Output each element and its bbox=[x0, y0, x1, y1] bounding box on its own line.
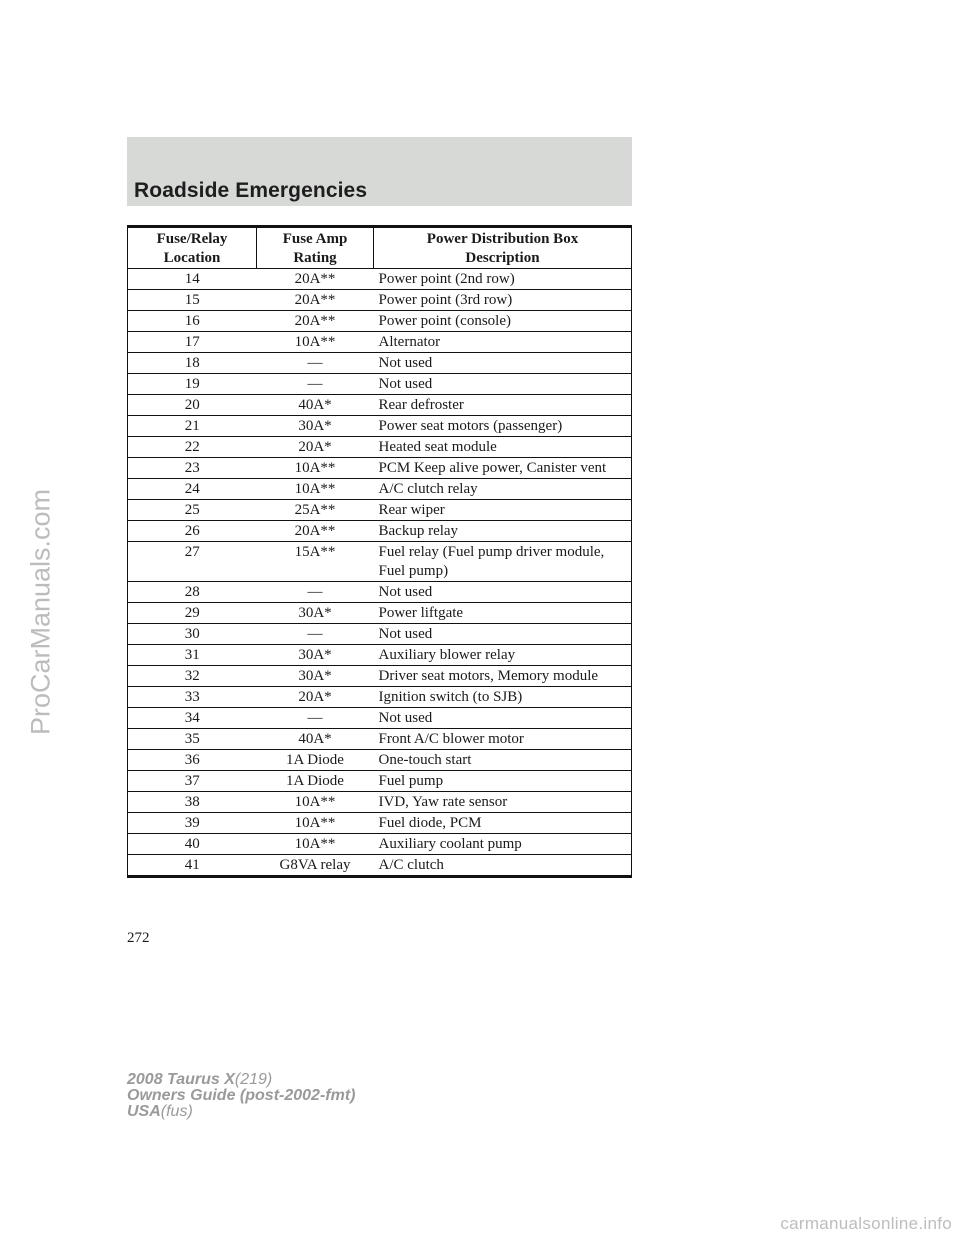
cell-description: A/C clutch bbox=[374, 855, 632, 877]
cell-description: Auxiliary blower relay bbox=[374, 645, 632, 666]
table-row bbox=[128, 771, 632, 792]
cell-description: Rear defroster bbox=[374, 395, 632, 416]
cell-amp-rating: 10A** bbox=[257, 813, 374, 834]
table-row bbox=[128, 458, 632, 479]
cell-amp-rating: 20A* bbox=[257, 687, 374, 708]
cell-amp-rating: 10A** bbox=[257, 834, 374, 855]
table-row bbox=[128, 479, 632, 500]
cell-amp-rating: 15A** bbox=[257, 542, 374, 582]
header-fuse-amp-rating: Fuse Amp Rating bbox=[257, 227, 374, 269]
cell-description: Rear wiper bbox=[374, 500, 632, 521]
cell-amp-rating: 40A* bbox=[257, 395, 374, 416]
cell-location: 28 bbox=[128, 582, 257, 603]
cell-description: Not used bbox=[374, 374, 632, 395]
cell-location: 29 bbox=[128, 603, 257, 624]
cell-location: 22 bbox=[128, 437, 257, 458]
table-row bbox=[128, 729, 632, 750]
cell-location: 16 bbox=[128, 311, 257, 332]
cell-description: Fuel pump bbox=[374, 771, 632, 792]
cell-amp-rating: 20A** bbox=[257, 311, 374, 332]
cell-description: Backup relay bbox=[374, 521, 632, 542]
cell-amp-rating: 20A** bbox=[257, 269, 374, 290]
cell-location: 20 bbox=[128, 395, 257, 416]
cell-amp-rating: — bbox=[257, 374, 374, 395]
page-number: 272 bbox=[127, 930, 150, 946]
cell-description: Heated seat module bbox=[374, 437, 632, 458]
cell-location: 37 bbox=[128, 771, 257, 792]
table-row bbox=[128, 353, 632, 374]
cell-description: Power seat motors (passenger) bbox=[374, 416, 632, 437]
cell-location: 17 bbox=[128, 332, 257, 353]
cell-location: 26 bbox=[128, 521, 257, 542]
cell-description: Alternator bbox=[374, 332, 632, 353]
cell-location: 36 bbox=[128, 750, 257, 771]
cell-location: 15 bbox=[128, 290, 257, 311]
cell-location: 34 bbox=[128, 708, 257, 729]
footer-model-code: (219) bbox=[234, 1071, 273, 1088]
cell-amp-rating: 10A** bbox=[257, 792, 374, 813]
cell-amp-rating: 10A** bbox=[257, 479, 374, 500]
cell-location: 40 bbox=[128, 834, 257, 855]
table-body bbox=[128, 269, 632, 877]
cell-amp-rating: 30A* bbox=[257, 603, 374, 624]
cell-amp-rating: — bbox=[257, 624, 374, 645]
footer-market: USA bbox=[127, 1103, 161, 1120]
cell-description: Not used bbox=[374, 582, 632, 603]
cell-description: IVD, Yaw rate sensor bbox=[374, 792, 632, 813]
bottom-watermark: carmanualsonline.info bbox=[780, 1214, 952, 1233]
cell-description: Power point (console) bbox=[374, 311, 632, 332]
cell-location: 19 bbox=[128, 374, 257, 395]
cell-amp-rating: 40A* bbox=[257, 729, 374, 750]
cell-description: Auxiliary coolant pump bbox=[374, 834, 632, 855]
cell-location: 39 bbox=[128, 813, 257, 834]
cell-amp-rating: 1A Diode bbox=[257, 750, 374, 771]
cell-description: Power liftgate bbox=[374, 603, 632, 624]
cell-location: 41 bbox=[128, 855, 257, 877]
cell-amp-rating: 20A** bbox=[257, 290, 374, 311]
table-row bbox=[128, 792, 632, 813]
cell-amp-rating: — bbox=[257, 353, 374, 374]
cell-location: 14 bbox=[128, 269, 257, 290]
table-row bbox=[128, 603, 632, 624]
table-row bbox=[128, 645, 632, 666]
cell-description: A/C clutch relay bbox=[374, 479, 632, 500]
table-row bbox=[128, 834, 632, 855]
cell-location: 24 bbox=[128, 479, 257, 500]
cell-amp-rating: G8VA relay bbox=[257, 855, 374, 877]
cell-amp-rating: 30A* bbox=[257, 666, 374, 687]
cell-location: 33 bbox=[128, 687, 257, 708]
table-row bbox=[128, 290, 632, 311]
table-row bbox=[128, 500, 632, 521]
cell-location: 38 bbox=[128, 792, 257, 813]
cell-description: Not used bbox=[374, 624, 632, 645]
table-header-row bbox=[128, 227, 632, 269]
cell-location: 21 bbox=[128, 416, 257, 437]
cell-description: Fuel diode, PCM bbox=[374, 813, 632, 834]
cell-location: 18 bbox=[128, 353, 257, 374]
cell-description: Fuel relay (Fuel pump driver module, Fuel pump) bbox=[374, 542, 632, 582]
cell-location: 30 bbox=[128, 624, 257, 645]
cell-location: 32 bbox=[128, 666, 257, 687]
table-row bbox=[128, 855, 632, 877]
table-row bbox=[128, 750, 632, 771]
section-header bbox=[127, 137, 632, 206]
table-row bbox=[128, 666, 632, 687]
cell-description: Ignition switch (to SJB) bbox=[374, 687, 632, 708]
cell-amp-rating: 20A** bbox=[257, 521, 374, 542]
cell-amp-rating: 20A* bbox=[257, 437, 374, 458]
footer-guide: Owners Guide (post-2002-fmt) bbox=[127, 1087, 356, 1104]
cell-description: Power point (3rd row) bbox=[374, 290, 632, 311]
cell-description: PCM Keep alive power, Canister vent bbox=[374, 458, 632, 479]
table-row bbox=[128, 708, 632, 729]
cell-description: Front A/C blower motor bbox=[374, 729, 632, 750]
cell-description: Driver seat motors, Memory module bbox=[374, 666, 632, 687]
footer-market-code: (fus) bbox=[160, 1103, 193, 1120]
document-footer bbox=[127, 1072, 355, 1120]
cell-amp-rating: — bbox=[257, 582, 374, 603]
cell-location: 25 bbox=[128, 500, 257, 521]
cell-amp-rating: 30A* bbox=[257, 645, 374, 666]
table-row bbox=[128, 687, 632, 708]
cell-location: 35 bbox=[128, 729, 257, 750]
table-row bbox=[128, 374, 632, 395]
table-row bbox=[128, 332, 632, 353]
header-fuse-relay-location: Fuse/Relay Location bbox=[128, 227, 257, 269]
cell-amp-rating: 10A** bbox=[257, 458, 374, 479]
cell-description: Power point (2nd row) bbox=[374, 269, 632, 290]
side-watermark bbox=[23, 372, 59, 852]
cell-amp-rating: 25A** bbox=[257, 500, 374, 521]
cell-amp-rating: 30A* bbox=[257, 416, 374, 437]
table-row bbox=[128, 624, 632, 645]
footer-model: 2008 Taurus X bbox=[127, 1071, 235, 1088]
table-row bbox=[128, 311, 632, 332]
cell-location: 23 bbox=[128, 458, 257, 479]
table-row bbox=[128, 395, 632, 416]
table-row bbox=[128, 416, 632, 437]
fuse-table bbox=[127, 225, 632, 878]
table-row bbox=[128, 437, 632, 458]
section-title: Roadside Emergencies bbox=[134, 179, 368, 202]
table-row bbox=[128, 813, 632, 834]
table-row bbox=[128, 582, 632, 603]
header-description: Power Distribution Box Description bbox=[374, 227, 632, 269]
cell-amp-rating: 10A** bbox=[257, 332, 374, 353]
cell-amp-rating: 1A Diode bbox=[257, 771, 374, 792]
table-row bbox=[128, 521, 632, 542]
cell-description: One-touch start bbox=[374, 750, 632, 771]
side-watermark-text: ProCarManuals.com bbox=[25, 488, 56, 736]
table-row bbox=[128, 542, 632, 582]
cell-description: Not used bbox=[374, 708, 632, 729]
cell-description: Not used bbox=[374, 353, 632, 374]
table-row bbox=[128, 269, 632, 290]
cell-location: 27 bbox=[128, 542, 257, 582]
cell-amp-rating: — bbox=[257, 708, 374, 729]
cell-location: 31 bbox=[128, 645, 257, 666]
